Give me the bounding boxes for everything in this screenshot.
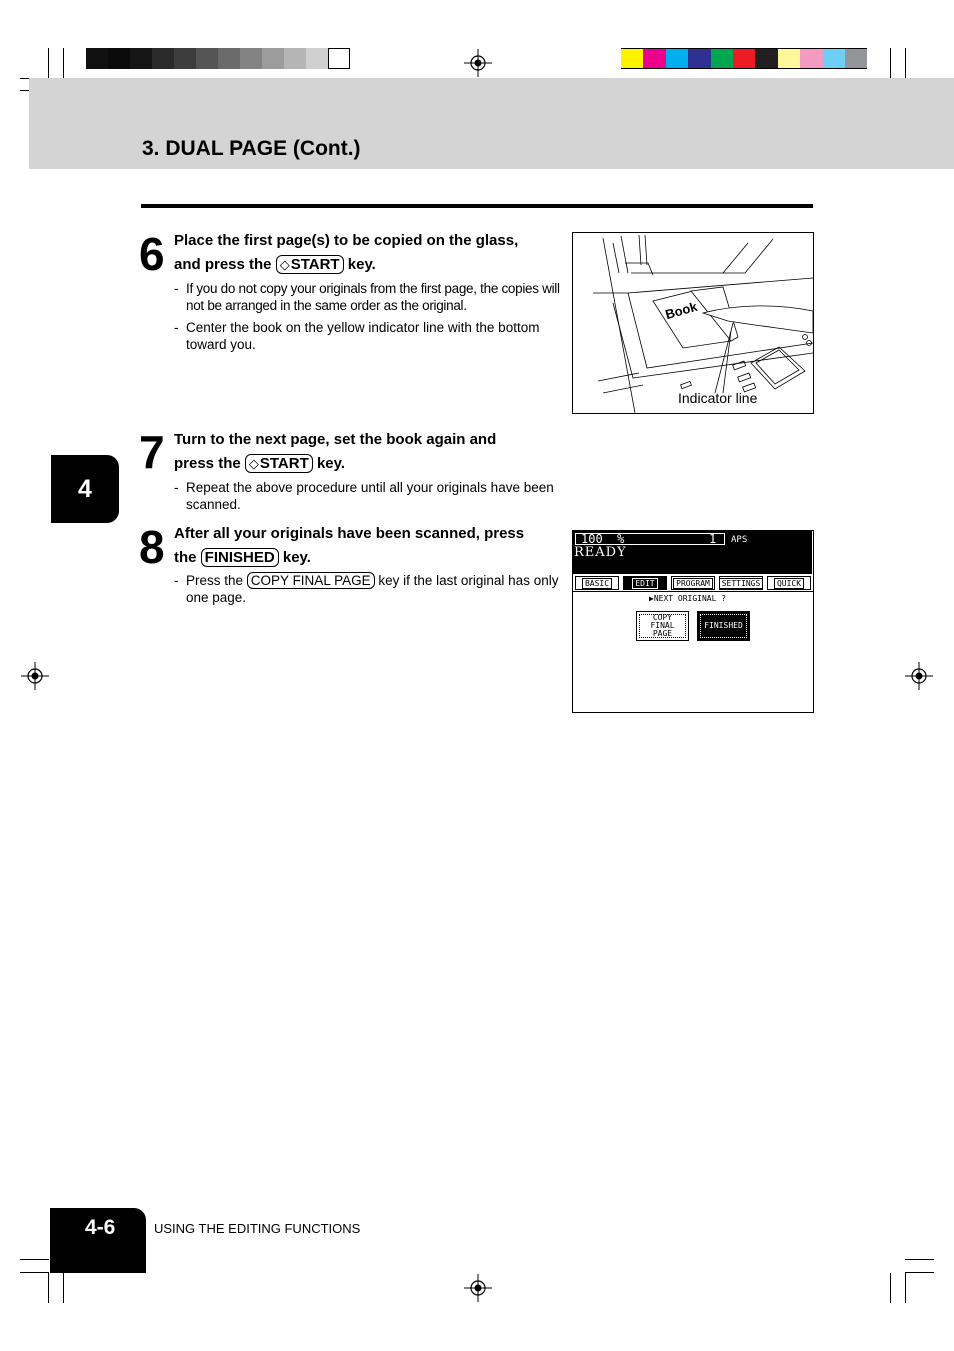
registration-mark-bottom [464, 1274, 492, 1302]
copy-count: 1 [709, 532, 717, 546]
color-swatch [688, 48, 710, 69]
step-8-heading-line1: After all your originals have been scanned, press [174, 525, 525, 542]
book-label: Book [663, 298, 699, 323]
step-7-number: 7 [139, 426, 163, 478]
color-swatch [666, 48, 688, 69]
color-swatch [823, 48, 845, 69]
section-rule [141, 204, 813, 208]
copy-final-page-button[interactable]: COPY FINAL PAGE [636, 611, 689, 641]
step-7-bullet-1: - Repeat the above procedure until all your originals have been scanned. [174, 480, 554, 512]
tab-quick[interactable]: QUICK [767, 576, 811, 590]
registration-mark-left [21, 662, 49, 690]
gray-swatch [108, 48, 130, 69]
gray-swatch [174, 48, 196, 69]
footer-section-title: USING THE EDITING FUNCTIONS [154, 1221, 361, 1236]
finished-button[interactable]: FINISHED [697, 611, 750, 641]
color-swatch [621, 48, 643, 69]
start-icon: ◇ [279, 257, 290, 272]
color-swatch [733, 48, 755, 69]
step-8-number: 8 [139, 521, 163, 573]
start-key: ◇START [276, 255, 344, 274]
gray-swatch [328, 48, 350, 69]
step-8-heading-pre: the [174, 549, 197, 566]
gray-swatch [262, 48, 284, 69]
step-7-heading-line1: Turn to the next page, set the book again and [174, 431, 497, 448]
gray-swatch [240, 48, 262, 69]
control-panel-screen [572, 530, 814, 713]
step-6-heading [174, 229, 564, 277]
step-6-heading-line1: Place the first page(s) to be copied on the glass, [174, 232, 519, 249]
color-swatch [643, 48, 665, 69]
copier-book-illustration [572, 232, 814, 414]
step-8-bullet-1: - Press the COPY FINAL PAGE key if the last original has only one page. [174, 573, 559, 605]
tab-settings[interactable]: SETTINGS [719, 576, 763, 590]
step-7-heading-post: key. [316, 455, 346, 472]
tab-basic[interactable]: BASIC [575, 576, 619, 590]
step-6-heading-pre: and press the [174, 256, 272, 273]
page-number: 4-6 [50, 1208, 146, 1273]
gray-swatch [152, 48, 174, 69]
zoom-readout: 100 % [581, 532, 625, 546]
start-icon: ◇ [248, 456, 259, 471]
step-8-heading [174, 522, 564, 570]
color-swatch [755, 48, 777, 69]
finished-key: FINISHED [201, 548, 279, 567]
chapter-tab: 4 [51, 455, 119, 523]
step-7-heading [174, 428, 564, 476]
start-key: ◇START [245, 454, 313, 473]
color-swatch [845, 48, 867, 69]
registration-mark-top [464, 49, 492, 77]
step-6-number: 6 [139, 228, 163, 280]
color-swatch [800, 48, 822, 69]
section-title: 3. DUAL PAGE (Cont.) [142, 137, 361, 160]
step-6-heading-post: key. [347, 256, 376, 273]
tab-program[interactable]: PROGRAM [671, 576, 715, 590]
gray-swatch [196, 48, 218, 69]
gray-swatch [130, 48, 152, 69]
screen-status-area [573, 531, 812, 574]
next-original-prompt: ▶NEXT ORIGINAL ? [649, 594, 727, 603]
gray-swatch [284, 48, 306, 69]
step-8-heading-post: key. [282, 549, 311, 566]
step-6-bullet-1: - If you do not copy your originals from the first page, the copies will not be arranged in the same order as the original. [174, 281, 560, 313]
copy-final-page-key: COPY FINAL PAGE [247, 572, 375, 589]
color-swatch [711, 48, 733, 69]
gray-swatch [218, 48, 240, 69]
tab-edit[interactable]: EDIT [623, 576, 667, 590]
indicator-line-caption: Indicator line [678, 390, 758, 406]
step-6-bullet-2: - Center the book on the yellow indicator line with the bottom toward you. [174, 320, 540, 352]
gray-swatch [86, 48, 108, 69]
gray-swatch [306, 48, 328, 69]
copier-drawing [573, 233, 813, 413]
paper-mode: APS [731, 535, 748, 545]
color-swatch [778, 48, 800, 69]
ready-status: READY [574, 545, 627, 560]
step-7-heading-pre: press the [174, 455, 241, 472]
registration-mark-right [905, 662, 933, 690]
